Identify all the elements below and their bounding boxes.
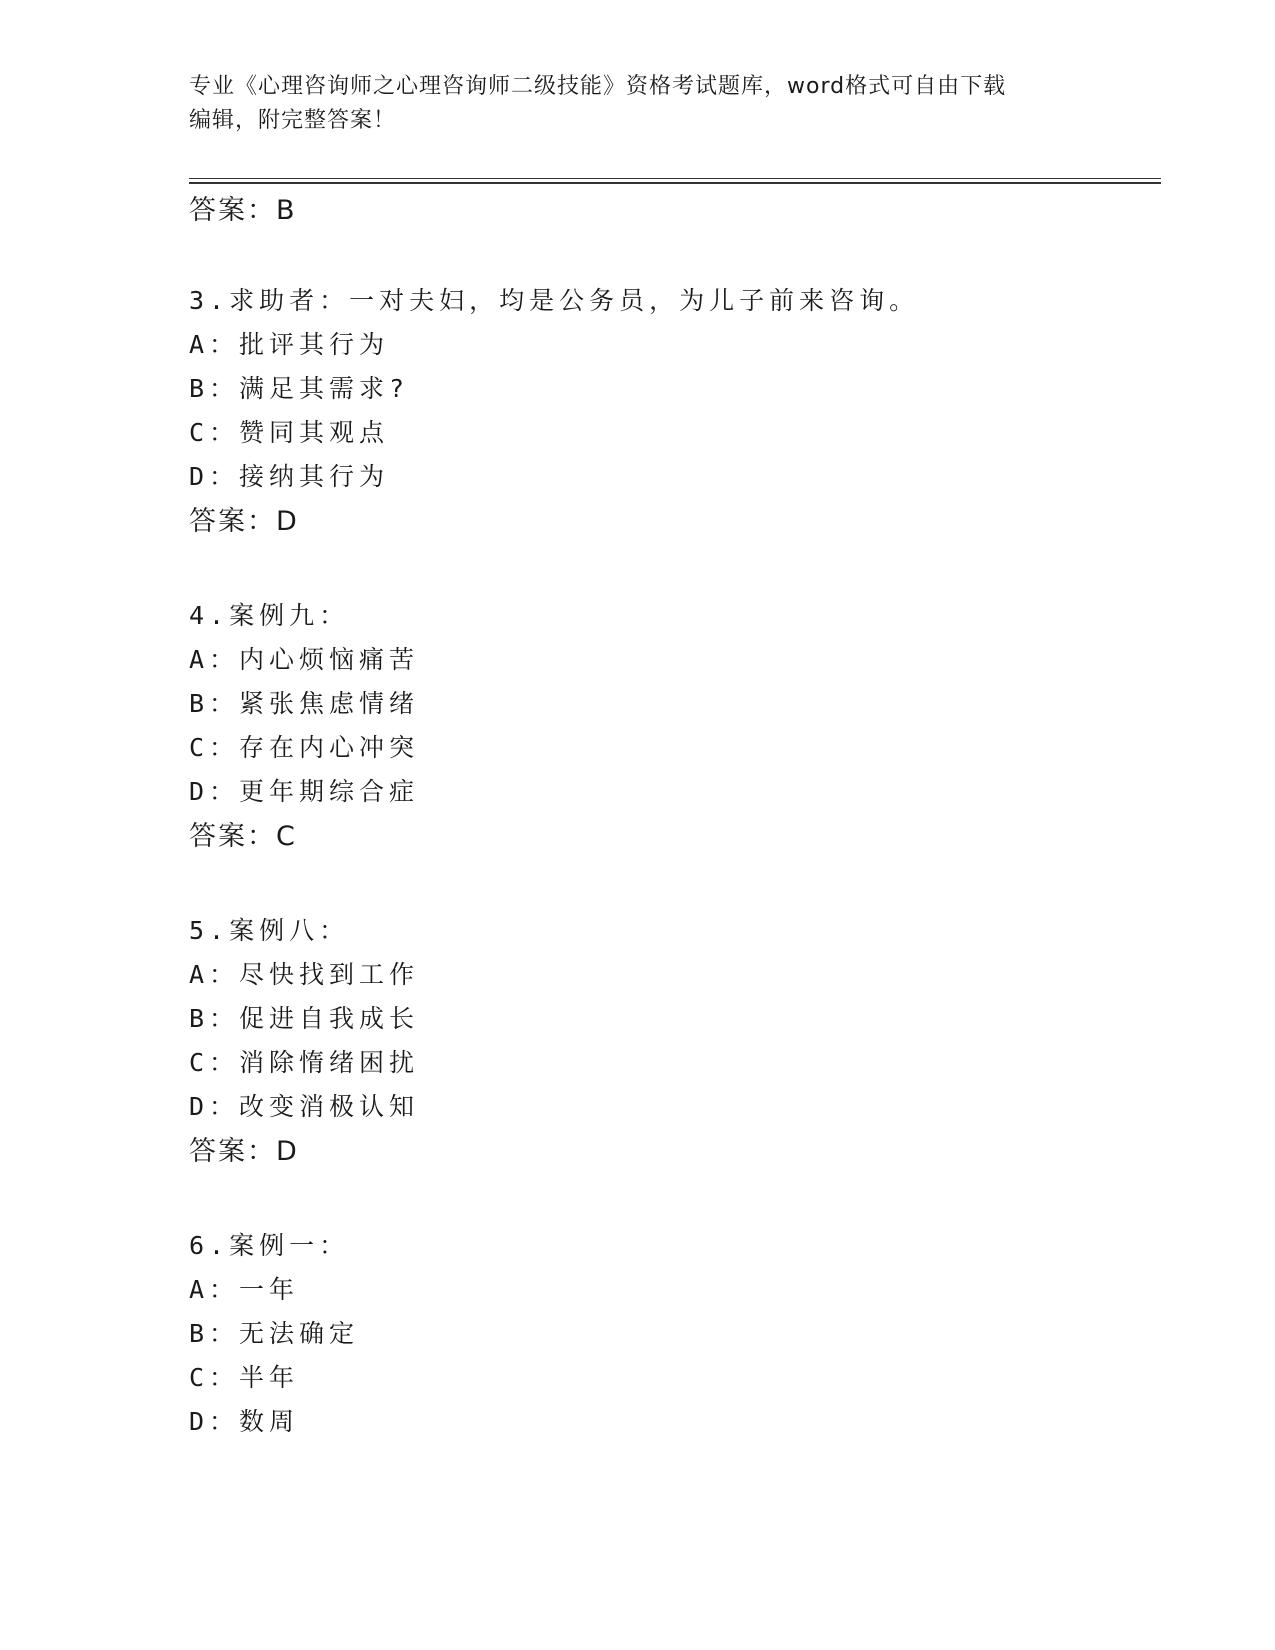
q3-answer: 答案：D <box>189 506 299 537</box>
q4-option-b: B：紧张焦虑情绪 <box>189 689 420 718</box>
q4-option-c: C：存在内心冲突 <box>189 733 420 762</box>
question-4: 4.案例九： <box>189 601 350 630</box>
q4-option-d: D：更年期综合症 <box>189 777 420 806</box>
q3-option-b: B：满足其需求? <box>189 374 410 403</box>
q3-option-a: A：批评其行为 <box>189 330 390 359</box>
q3-option-d: D：接纳其行为 <box>189 462 390 491</box>
q5-option-a: A：尽快找到工作 <box>189 960 420 989</box>
question-3: 3.求助者：一对夫妇，均是公务员，为儿子前来咨询。 <box>189 286 920 315</box>
header-divider-thin <box>189 178 1161 179</box>
header-line-1: 专业《心理咨询师之心理咨询师二级技能》资格考试题库，word格式可自由下载 <box>189 74 1007 99</box>
q4-answer: 答案：C <box>189 821 297 852</box>
q5-option-c: C：消除惰绪困扰 <box>189 1048 420 1077</box>
q5-option-b: B：促进自我成长 <box>189 1004 420 1033</box>
q6-option-b: B：无法确定 <box>189 1319 360 1348</box>
question-6: 6.案例一： <box>189 1231 350 1260</box>
q6-option-c: C：半年 <box>189 1363 300 1392</box>
q5-option-d: D：改变消极认知 <box>189 1092 420 1121</box>
header-divider-thick <box>189 182 1161 184</box>
q4-option-a: A：内心烦恼痛苦 <box>189 645 420 674</box>
q3-option-c: C：赞同其观点 <box>189 418 390 447</box>
document-header <box>189 70 1089 138</box>
q6-option-a: A：一年 <box>189 1275 300 1304</box>
q6-option-d: D：数周 <box>189 1407 300 1436</box>
answer-prev: 答案：B <box>189 195 297 226</box>
q5-answer: 答案：D <box>189 1136 299 1167</box>
header-line-2: 编辑，附完整答案！ <box>189 108 397 133</box>
question-5: 5.案例八： <box>189 916 350 945</box>
